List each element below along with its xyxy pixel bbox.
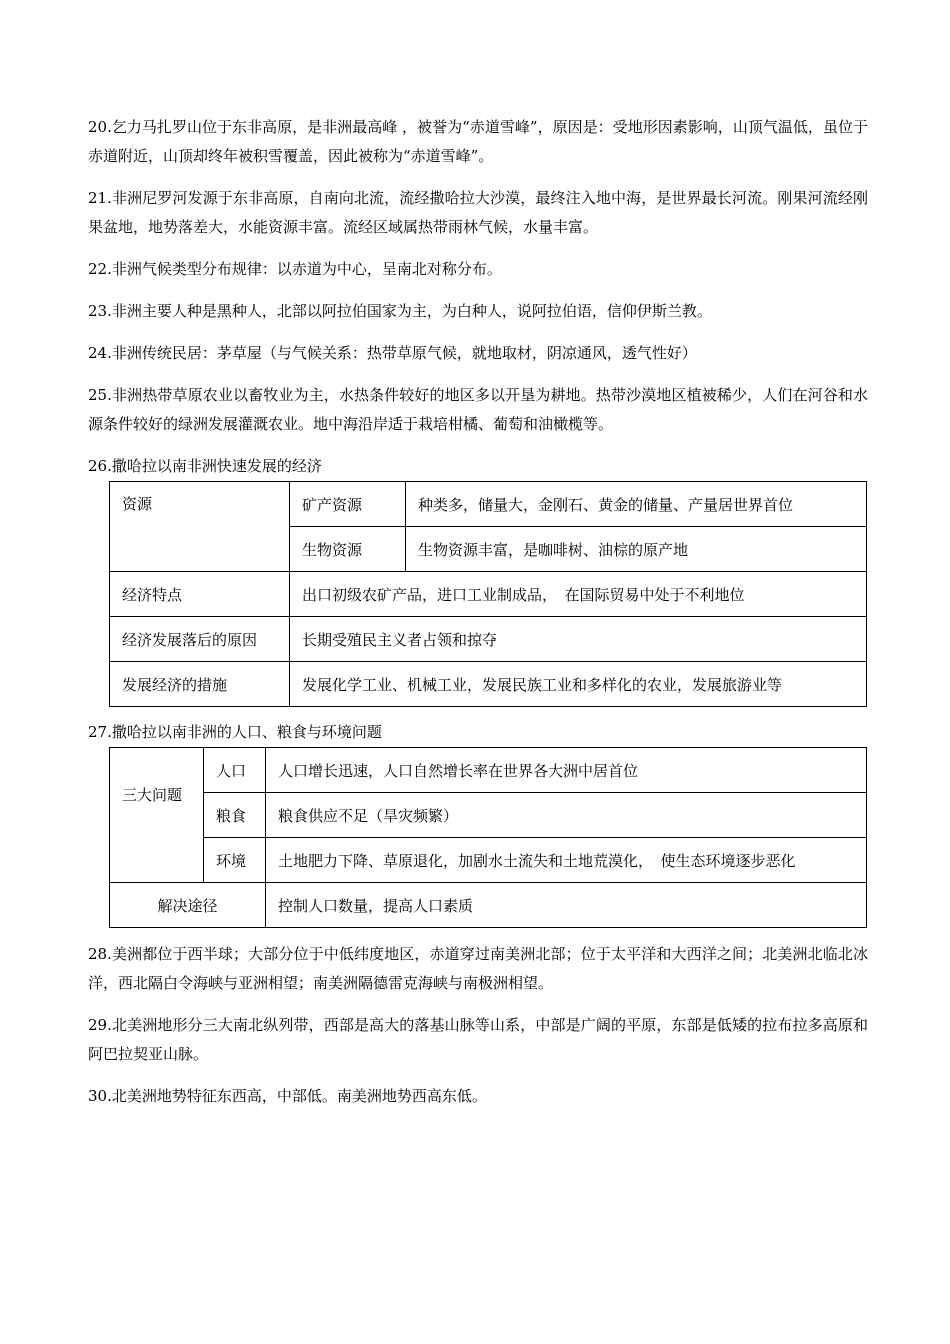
problems-label: 三大问题 (110, 748, 204, 883)
mineral-label: 矿产资源 (290, 482, 406, 527)
bio-label: 生物资源 (290, 527, 406, 572)
table-27-caption: 27.撒哈拉以南非洲的人口、粮食与环境问题 (88, 723, 382, 741)
food-text: 粮食供应不足（旱灾频繁） (266, 793, 867, 838)
cause-label: 经济发展落后的原因 (110, 617, 290, 662)
pop-label: 人口 (204, 748, 266, 793)
measure-label: 发展经济的措施 (110, 662, 290, 707)
paragraph-20: 20.乞力马扎罗山位于东非高原，是非洲最高峰 ，被誉为“赤道雪峰”，原因是：受地形因素影响，山顶气温低，虽位于赤道附近，山顶却终年被积雪覆盖，因此被称为“赤道雪峰”。 (88, 118, 868, 165)
paragraph-23: 23.非洲主要人种是黑种人，北部以阿拉伯国家为主，为白种人，说阿拉伯语，信仰伊斯兰教。 (88, 302, 712, 320)
mineral-text: 种类多，储量大，金刚石、黄金的储量、产量居世界首位 (406, 482, 867, 527)
paragraph-22: 22.非洲气候类型分布规律：以赤道为中心，呈南北对称分布。 (88, 260, 502, 278)
problems-table (109, 747, 867, 928)
resource-label: 资源 (110, 482, 290, 572)
env-label: 环境 (204, 838, 266, 883)
paragraph-30: 30.北美洲地势特征东西高，中部低。南美洲地势西高东低。 (88, 1087, 487, 1105)
table-row (110, 793, 867, 838)
table-row (110, 662, 867, 707)
paragraph-25: 25.非洲热带草原农业以畜牧业为主，水热条件较好的地区多以开垦为耕地。热带沙漠地区植被稀少，人们在河谷和水源条件较好的绿洲发展灌溉农业。地中海沿岸适于栽培柑橘、葡萄和油橄榄等。 (88, 386, 868, 433)
paragraph-28: 28.美洲都位于西半球；大部分位于中低纬度地区，赤道穿过南美洲北部；位于太平洋和大西洋之间；北美洲北临北冰洋，西北隔白令海峡与亚洲相望；南美洲隔德雷克海峡与南极洲相望。 (88, 945, 868, 992)
cause-text: 长期受殖民主义者占领和掠夺 (290, 617, 867, 662)
paragraph-24: 24.非洲传统民居：茅草屋（与气候关系：热带草原气候，就地取材，阴凉通风，透气性好） (88, 344, 697, 362)
bio-text: 生物资源丰富，是咖啡树、油棕的原产地 (406, 527, 867, 572)
env-text: 土地肥力下降、草原退化，加剧水土流失和土地荒漠化， 使生态环境逐步恶化 (266, 838, 867, 883)
economy-table (109, 481, 867, 707)
table-row (110, 572, 867, 617)
table-row (110, 748, 867, 793)
document-page (88, 113, 868, 1111)
food-label: 粮食 (204, 793, 266, 838)
econ-label: 经济特点 (110, 572, 290, 617)
solution-text: 控制人口数量，提高人口素质 (266, 883, 867, 928)
table-row (110, 883, 867, 928)
solution-label: 解决途径 (110, 883, 266, 928)
measure-text: 发展化学工业、机械工业，发展民族工业和多样化的农业，发展旅游业等 (290, 662, 867, 707)
table-row (110, 838, 867, 883)
paragraph-21: 21.非洲尼罗河发源于东非高原，自南向北流，流经撒哈拉大沙漠，最终注入地中海，是世界最长河流。刚果河流经刚果盆地，地势落差大，水能资源丰富。流经区域属热带雨林气候，水量丰富。 (88, 189, 868, 236)
paragraph-29: 29.北美洲地形分三大南北纵列带，西部是高大的落基山脉等山系，中部是广阔的平原，东部是低矮的拉布拉多高原和阿巴拉契亚山脉。 (88, 1016, 868, 1063)
table-row (110, 482, 867, 527)
table-26-caption: 26.撒哈拉以南非洲快速发展的经济 (88, 457, 322, 475)
pop-text: 人口增长迅速，人口自然增长率在世界各大洲中居首位 (266, 748, 867, 793)
table-row (110, 617, 867, 662)
econ-text: 出口初级农矿产品，进口工业制成品， 在国际贸易中处于不利地位 (290, 572, 867, 617)
